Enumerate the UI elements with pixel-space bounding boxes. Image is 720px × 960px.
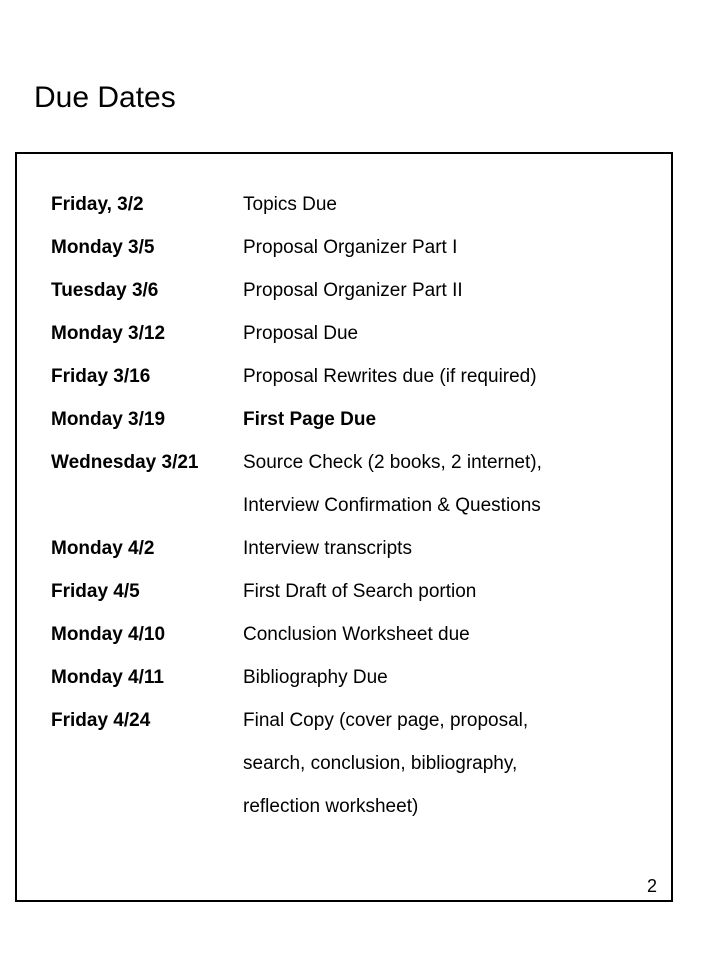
- assignment-description: [243, 398, 376, 441]
- due-date: Friday 4/5: [51, 581, 140, 602]
- due-date: Friday 4/24: [51, 710, 151, 731]
- assignment-description: [243, 527, 412, 570]
- due-date: Monday 3/12: [51, 323, 166, 344]
- assignment-line: Final Copy (cover page, proposal,: [243, 710, 529, 731]
- due-date: Monday 4/10: [51, 624, 166, 645]
- assignment-description: [243, 183, 337, 226]
- assignment-description: [243, 570, 476, 613]
- assignment-line: Proposal Organizer Part I: [243, 237, 458, 258]
- due-date: Friday 3/16: [51, 366, 151, 387]
- due-date: Monday 4/11: [51, 667, 164, 688]
- assignment-description: [243, 355, 537, 398]
- page-number: 2: [646, 876, 657, 896]
- assignment-description: [243, 613, 470, 656]
- page-title: Due Dates: [34, 81, 176, 114]
- due-date: Monday 3/19: [51, 409, 166, 430]
- assignment-line: Source Check (2 books, 2 internet),: [243, 452, 542, 473]
- assignment-line: First Page Due: [243, 409, 377, 430]
- due-date: Friday, 3/2: [51, 194, 144, 215]
- assignment-line: Interview Confirmation & Questions: [243, 495, 541, 516]
- assignment-line: Interview transcripts: [243, 538, 412, 559]
- due-date: Tuesday 3/6: [51, 280, 159, 301]
- due-date: Wednesday 3/21: [51, 452, 199, 473]
- assignment-line: reflection worksheet): [243, 796, 419, 817]
- assignment-line: Bibliography Due: [243, 667, 388, 688]
- assignment-description: [243, 656, 388, 699]
- assignment-line: First Draft of Search portion: [243, 581, 477, 602]
- assignment-line: Conclusion Worksheet due: [243, 624, 470, 645]
- assignment-line: search, conclusion, bibliography,: [243, 753, 518, 774]
- assignment-description: [243, 441, 542, 527]
- assignment-line: Proposal Rewrites due (if required): [243, 366, 537, 387]
- assignment-description: [243, 312, 358, 355]
- assignment-line: Proposal Organizer Part II: [243, 280, 463, 301]
- due-date: Monday 3/5: [51, 237, 155, 258]
- assignment-description: [243, 699, 528, 828]
- schedule-frame: [15, 152, 673, 902]
- assignment-line: Topics Due: [243, 194, 337, 215]
- assignment-description: [243, 269, 463, 312]
- assignment-line: Proposal Due: [243, 323, 359, 344]
- assignment-description: [243, 226, 457, 269]
- due-date: Monday 4/2: [51, 538, 155, 559]
